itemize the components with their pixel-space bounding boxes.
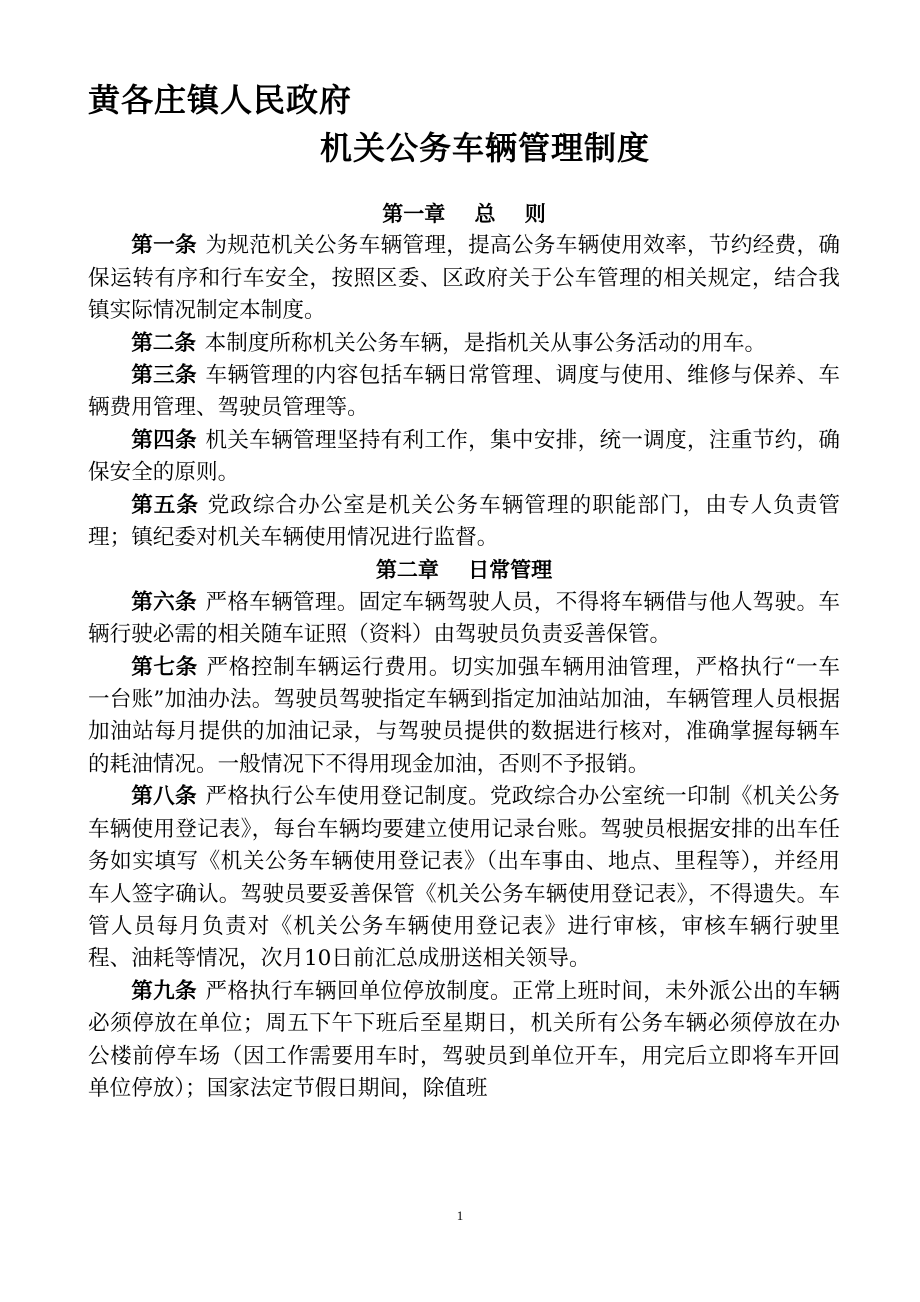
article-paragraph	[88, 976, 840, 1106]
article-text: 党政综合办公室是机关公务车辆管理的职能部门，由专人负责管理；镇纪委对机关车辆使用情况进行监督。	[88, 492, 840, 551]
article-text: 本制度所称机关公务车辆，是指机关从事公务活动的用车。	[204, 330, 767, 356]
article-label: 第九条	[131, 978, 197, 1004]
article-paragraph	[88, 230, 840, 327]
article-label: 第七条	[131, 654, 198, 680]
article-label: 第六条	[131, 589, 197, 615]
document-body	[88, 198, 840, 1105]
article-text: 严格执行公车使用登记制度。党政综合办公室统一印制《机关公务车辆使用登记表》，每台车辆均要建立使用记录台账。驾驶员根据安排的出车任务如实填写《机关公务车辆使用登记表》（出车事由、地点、里程等），并经用车人签字确认。驾驶员要妥善保管《机关公务车辆使用登记表》，不得遗失。车管人员每月负责对《机关公务车辆使用登记表》进行审核，审核车辆行驶里程、油耗等情况，次月10日前汇总成册送相关领导。	[88, 784, 840, 972]
chapter-heading: 第二章 日常管理	[375, 558, 553, 583]
document-title: 机关公务车辆管理制度	[320, 129, 651, 167]
article-label: 第一条	[131, 233, 197, 259]
article-label: 第八条	[131, 784, 197, 810]
article-label: 第四条	[131, 427, 197, 453]
article-paragraph	[88, 425, 840, 490]
article-paragraph	[88, 490, 840, 555]
article-text: 严格执行车辆回单位停放制度。正常上班时间，未外派公出的车辆必须停放在单位；周五下午下班后至星期日，机关所有公务车辆必须停放在办公楼前停车场（因工作需要用车时，驾驶员到单位开车，用完后立即将车开回单位停放）；国家法定节假日期间，除值班	[88, 978, 840, 1101]
article-text: 严格车辆管理。固定车辆驾驶人员，不得将车辆借与他人驾驶。车辆行驶必需的相关随车证照（资料）由驾驶员负责妥善保管。	[88, 589, 840, 648]
article-paragraph	[88, 360, 840, 425]
article-text: 机关车辆管理坚持有利工作，集中安排，统一调度，注重节约，确保安全的原则。	[88, 427, 840, 486]
article-text: 车辆管理的内容包括车辆日常管理、调度与使用、维修与保养、车辆费用管理、驾驶员管理等。	[88, 363, 840, 421]
article-paragraph	[88, 652, 840, 782]
article-paragraph	[88, 328, 840, 360]
chapter-heading: 第一章 总 则	[382, 202, 546, 226]
article-text: 为规范机关公务车辆管理，提高公务车辆使用效率，节约经费，确保运转有序和行车安全，按照区委、区政府关于公车管理的相关规定，结合我镇实际情况制定本制度。	[88, 233, 840, 324]
article-label: 第三条	[131, 363, 197, 389]
article-label: 第二条	[131, 330, 196, 356]
article-paragraph	[88, 781, 840, 975]
article-text: 严格控制车辆运行费用。切实加强车辆用油管理，严格执行“一车一台账”加油办法。驾驶员驾驶指定车辆到指定加油站加油，车辆管理人员根据加油站每月提供的加油记录，与驾驶员提供的数据进行核对，准确掌握每辆车的耗油情况。一般情况下不得用现金加油，否则不予报销。	[88, 654, 840, 777]
organization-title: 黄各庄镇人民政府	[88, 81, 353, 119]
article-label: 第五条	[131, 492, 200, 518]
article-paragraph	[88, 587, 840, 652]
page-number: 1	[456, 1208, 464, 1223]
